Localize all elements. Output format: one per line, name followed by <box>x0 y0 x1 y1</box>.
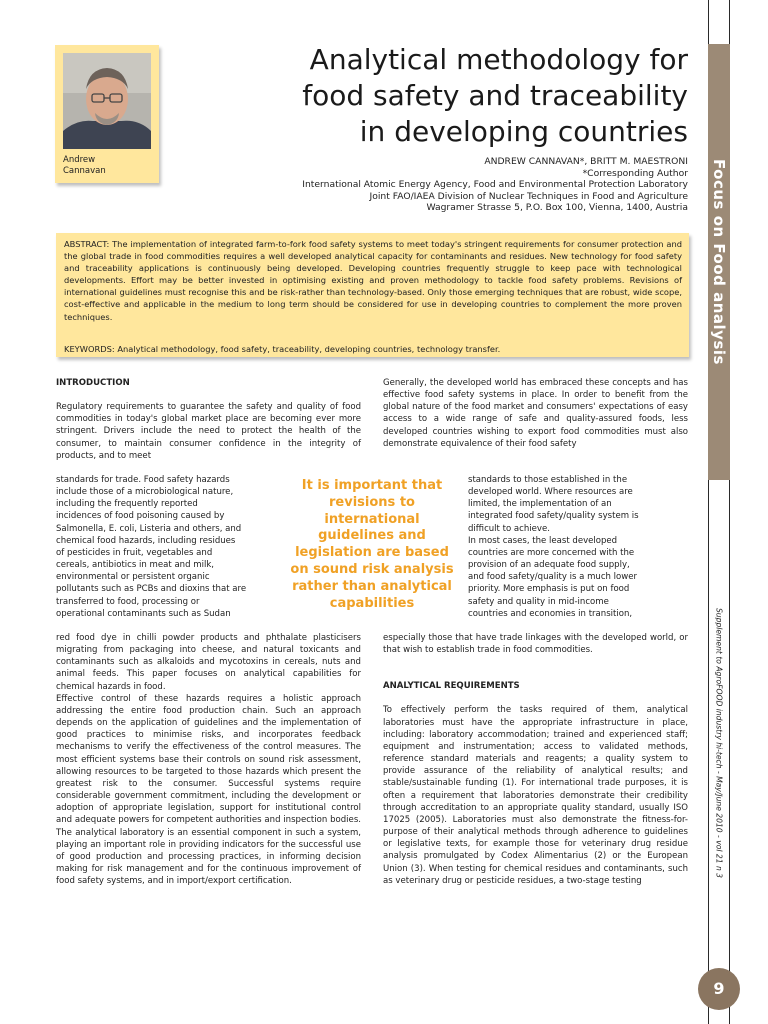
analytical-requirements-heading: ANALYTICAL REQUIREMENTS <box>383 681 520 692</box>
wrap-line: countries are more concerned with the <box>468 547 635 558</box>
wrap-line: safety and quality in mid-income <box>468 596 609 607</box>
affiliation-line: International Atomic Energy Agency, Food and Environmental Protection Laboratory <box>302 179 688 190</box>
left-column-wrap <box>56 474 276 620</box>
wrap-line: and food safety/quality is a much lower <box>468 572 638 583</box>
pull-quote: It is important that revisions to international guidelines and legislation are based on sound risk analysis rather than analytical capabilities <box>290 478 454 611</box>
wrap-line: limited, the implementation of an <box>468 499 612 510</box>
wrap-line: operational contaminants such as Sudan <box>56 608 231 619</box>
analytical-requirements-paragraph: To effectively perform the tasks required of them, analytical laboratories must have the appropriate infrastructure in place, including: laboratory accommodation; trained and experienced staff; equipment and instrumentation; access to validated methods, reference standard materials and reagents; a quality system to provide assurance of the reliability of analytical results; and stable/sustainable funding (1). For international trade purposes, it is often a requirement that laboratories demonstrate their credibility through accreditation to an appropriate quality standard, usually ISO 17025 (2005). Laboratories must also demonstrate the fitness-for-purpose of their analytical methods through adherence to guidelines or legislative texts, for example those for veterinary drug residue analysis promulgated by Codex Alimentarius (2) or the European Union (3). When testing for chemical residues and contaminants, such as veterinary drug or pesticide residues, a two-stage testing <box>383 705 688 886</box>
wrap-line: cereals, antibiotics in meat and milk, <box>56 560 214 571</box>
affiliation-line: Wagramer Strasse 5, P.O. Box 100, Vienna, 1400, Austria <box>426 202 688 213</box>
title-line: in developing countries <box>359 115 688 148</box>
left-column-bottom <box>56 632 361 887</box>
wrap-line: transferred to food, processing or <box>56 596 200 607</box>
photo-caption <box>63 155 106 177</box>
corresponding-note: *Corresponding Author <box>582 167 688 179</box>
section-label: Focus on Food analysis <box>710 159 728 365</box>
wrap-line: environmental or persistent organic <box>56 572 210 583</box>
supplement-label: Supplement to AgroFOOD industry hi-tech - May/June 2010 - vol 21 n 3 <box>714 607 724 879</box>
article-title <box>188 42 688 150</box>
wrap-line: Salmonella, E. coli, Listeria and others, and <box>56 523 242 534</box>
trade-linkage-paragraph: especially those that have trade linkages with the developed world, or that wish to establish trade in food commodities. <box>383 633 688 656</box>
introduction-heading: INTRODUCTION <box>56 378 130 388</box>
title-line: Analytical methodology for <box>309 43 688 76</box>
wrap-line: In most cases, the least developed <box>468 535 618 546</box>
wrap-line: incidences of food poisoning caused by <box>56 511 225 522</box>
keywords-text: KEYWORDS: Analytical methodology, food safety, traceability, developing countries, technology transfer. <box>64 344 501 354</box>
wrap-line: chemical food hazards, including residues <box>56 535 236 546</box>
wrap-line: standards for trade. Food safety hazards <box>56 475 230 485</box>
wrap-line: priority. More emphasis is put on food <box>468 584 630 595</box>
right-column-bottom <box>383 632 688 887</box>
author-portrait-illustration <box>63 53 151 149</box>
wrap-line: standards to those established in the <box>468 475 628 485</box>
author-block <box>188 156 688 214</box>
control-paragraph: Effective control of these hazards requires a holistic approach addressing the entire food production chain. Such an approach depends on the application of guidelines and the implementation of good practices to minimise risks, and incorporates feedback mechanisms to verify the effectiveness of the control measures. The most efficient systems base their controls on sound risk assessment, allowing resources to be targeted to those hazards which present the greatest risk to the consumer. Successful systems require considerable government commitment, including the development or adoption of appropriate legislation, support for institutional control and adequate powers for competent authorities and inspection bodies. The analytical laboratory is an essential component in such a system, playing an important role in providing indicators for the successful use of good production and processing practices, in informing decision making for risk management and for the continuous improvement of food safety systems, and in import/export certification. <box>56 693 361 887</box>
wrap-line: difficult to achieve. <box>468 523 550 534</box>
abstract-text: ABSTRACT: The implementation of integrated farm-to-fork food safety systems to meet today's stringent requirements for consumer protection and the global trade in food commodities requires a well developed analytical capacity for contaminants and residues. New technology for food safety and traceability applications is continuously being developed. Developing countries frequently struggle to keep pace with technological developments. Effort may be better invested in optimising existing and proven methodology to tackle food safety problems. Revisions of international guidelines must recognise this and be risk-rather than technology-based. Only those emerging techniques that are robust, wide scope, cost-effective and applicable in the medium to long term should be considered for use in developing countries to complement the more proven techniques. <box>64 239 682 322</box>
left-column-top <box>56 377 361 462</box>
wrap-line: provision of an adequate food supply, <box>468 560 630 571</box>
developed-world-paragraph: Generally, the developed world has embraced these concepts and has effective food safety systems in place. In order to benefit from the global nature of the food market and consumers' expectations of easy access to a wide range of safe and quality-assured foods, less developed countries wishing to export food commodities must also demonstrate equivalence of their food safety <box>383 378 688 449</box>
author-photo <box>63 53 151 149</box>
author-names: ANDREW CANNAVAN*, BRITT M. MAESTRONI <box>484 156 688 167</box>
caption-line: Cannavan <box>63 166 106 176</box>
page-number-badge: 9 <box>698 968 740 1010</box>
wrap-line: including the frequently reported <box>56 499 198 510</box>
abstract-box <box>56 233 689 357</box>
wrap-line: countries and economies in transition, <box>468 608 633 619</box>
intro-paragraph-bottom: red food dye in chilli powder products and phthalate plasticisers migrating from packaging into cheese, and natural toxicants and contaminants such as alkaloids and mycotoxins in cereals, nuts and animal feeds. This paper focuses on analytical capabilities for chemical hazards in food. <box>56 633 361 692</box>
wrap-line: developed world. Where resources are <box>468 487 633 498</box>
caption-line: Andrew <box>63 155 96 165</box>
wrap-line: pollutants such as PCBs and dioxins that are <box>56 584 247 595</box>
wrap-line: of pesticides in fruit, vegetables and <box>56 547 213 558</box>
author-photo-frame <box>55 45 159 183</box>
title-line: food safety and traceability <box>302 79 688 112</box>
affiliation-line: Joint FAO/IAEA Division of Nuclear Techniques in Food and Agriculture <box>369 190 688 202</box>
wrap-line: include those of a microbiological nature, <box>56 487 234 498</box>
right-column-top <box>383 377 688 450</box>
right-column-wrap <box>468 474 688 620</box>
wrap-line: integrated food safety/quality system is <box>468 511 639 522</box>
intro-paragraph-top: Regulatory requirements to guarantee the safety and quality of food commodities in today's global market place are becoming ever more stringent. Drivers include the need to protect the health of the consumer, to maintain consumer confidence in the integrity of products, and to meet <box>56 402 361 461</box>
